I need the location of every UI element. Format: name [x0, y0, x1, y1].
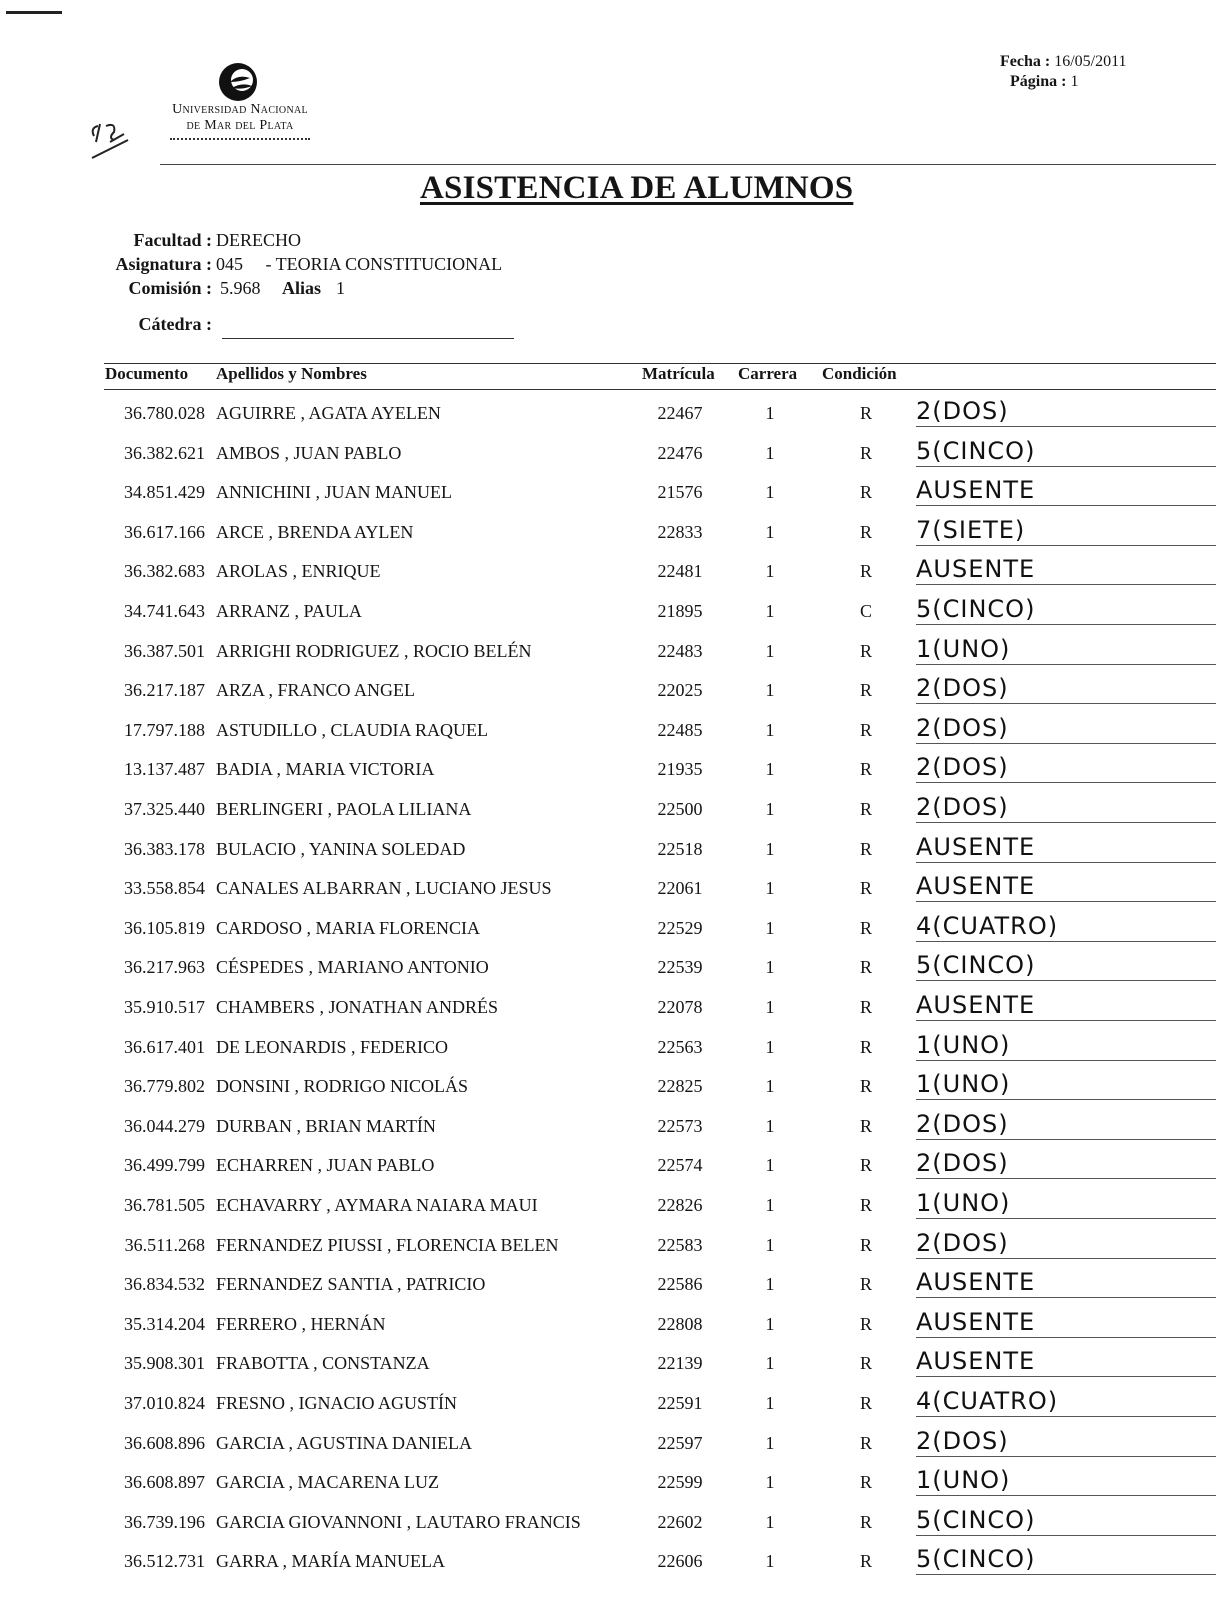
doc-cell: 33.558.854 — [124, 878, 205, 899]
condicion-cell: R — [859, 1155, 872, 1176]
carrera-cell: 1 — [765, 917, 775, 938]
name-cell: DONSINI , RODRIGO NICOLÁS — [216, 1076, 468, 1097]
university-logo — [216, 60, 260, 104]
grade-underline — [916, 1218, 1216, 1219]
condicion-cell: R — [859, 1393, 872, 1413]
doc-cell: 35.910.517 — [124, 997, 205, 1017]
name-cell: FERRERO , HERNÁN — [216, 1313, 386, 1334]
condicion-cell: R — [859, 1195, 872, 1215]
matricula-cell: 22573 — [657, 1115, 703, 1136]
dotted-rule — [170, 136, 310, 140]
carrera-cell: 1 — [765, 799, 775, 819]
handwritten-grade: AUSENTE — [916, 872, 1036, 901]
condicion-cell: R — [859, 917, 872, 938]
col-carrera: Carrera — [738, 364, 798, 383]
carrera-cell: 1 — [765, 1234, 775, 1255]
table-row — [0, 1466, 1216, 1509]
name-cell: AROLAS , ENRIQUE — [216, 561, 381, 582]
handwritten-grade: 5(CINCO) — [916, 1505, 1036, 1534]
carrera-cell: 1 — [765, 601, 775, 621]
table-row — [0, 515, 1216, 559]
condicion-cell: R — [859, 1076, 872, 1097]
table-row — [0, 713, 1216, 757]
date-block — [1000, 52, 1127, 92]
alias-label: Alias — [282, 278, 322, 298]
doc-cell: 36.780.028 — [124, 403, 205, 423]
grade-underline — [916, 1178, 1216, 1179]
matricula-cell: 21576 — [657, 482, 703, 503]
matricula-cell: 22139 — [657, 1353, 703, 1374]
handwritten-grade: 4(CUATRO) — [916, 1387, 1059, 1415]
name-cell: CÉSPEDES , MARIANO ANTONIO — [216, 957, 489, 978]
doc-cell: 36.383.178 — [124, 838, 205, 859]
name-cell: ARRANZ , PAULA — [216, 601, 362, 621]
matricula-cell: 22529 — [657, 917, 703, 938]
matricula-cell: 22518 — [657, 838, 703, 859]
handwritten-grade: AUSENTE — [916, 991, 1036, 1019]
name-cell: FRABOTTA , CONSTANZA — [216, 1353, 430, 1374]
grade-underline — [916, 1416, 1216, 1417]
matricula-cell: 22583 — [657, 1234, 703, 1255]
condicion-cell: R — [859, 838, 872, 859]
col-condicion: Condición — [822, 364, 897, 383]
table-row — [0, 397, 1216, 440]
carrera-cell: 1 — [765, 1155, 775, 1176]
matricula-cell: 22539 — [657, 957, 703, 978]
col-matricula: Matrícula — [642, 364, 715, 383]
grade-underline — [916, 1258, 1216, 1259]
condicion-cell: R — [859, 403, 872, 423]
name-cell: FERNANDEZ PIUSSI , FLORENCIA BELEN — [216, 1234, 559, 1255]
doc-cell: 36.834.532 — [124, 1274, 205, 1295]
catedra-blank-line — [222, 338, 514, 339]
table-row — [0, 872, 1216, 915]
name-cell: ECHARREN , JUAN PABLO — [216, 1155, 435, 1176]
condicion-cell: R — [859, 561, 872, 582]
matricula-cell: 22574 — [657, 1155, 703, 1176]
table-row — [0, 1268, 1216, 1311]
condicion-cell: R — [859, 680, 872, 701]
name-cell: ARCE , BRENDA AYLEN — [216, 521, 414, 542]
grade-underline — [916, 1376, 1216, 1377]
doc-cell: 36.779.802 — [124, 1076, 205, 1097]
condicion-cell: R — [859, 957, 872, 978]
grade-underline — [916, 1099, 1216, 1100]
handwritten-grade: 7(SIETE) — [916, 515, 1026, 544]
carrera-cell: 1 — [765, 838, 775, 859]
name-cell: ARZA , FRANCO ANGEL — [216, 680, 416, 701]
carrera-cell: 1 — [765, 1274, 775, 1295]
grade-underline — [916, 1456, 1216, 1457]
table-row — [0, 1387, 1216, 1430]
grade-underline — [916, 426, 1216, 427]
handwritten-grade: 4(CUATRO) — [916, 911, 1059, 940]
grade-underline — [916, 862, 1216, 863]
grade-underline — [916, 1020, 1216, 1021]
fecha-value: 16/05/2011 — [1054, 53, 1127, 70]
handwritten-grade: AUSENTE — [916, 1268, 1036, 1297]
table-row — [0, 991, 1216, 1034]
carrera-cell: 1 — [765, 1313, 775, 1334]
condicion-cell: R — [859, 1313, 872, 1334]
carrera-cell: 1 — [765, 442, 775, 463]
condicion-cell: R — [859, 482, 872, 503]
condicion-cell: R — [859, 1274, 872, 1295]
grade-underline — [916, 703, 1216, 704]
matricula-cell: 22485 — [657, 719, 703, 740]
name-cell: ANNICHINI , JUAN MANUEL — [216, 482, 452, 503]
fecha-label: Fecha : — [1000, 53, 1051, 70]
table-row — [0, 1109, 1216, 1153]
matricula-cell: 22825 — [657, 1076, 703, 1097]
col-nombres: Apellidos y Nombres — [216, 364, 367, 383]
name-cell: BADIA , MARIA VICTORIA — [216, 759, 435, 780]
grade-underline — [916, 1574, 1216, 1575]
doc-cell: 36.511.268 — [124, 1234, 205, 1255]
table-row — [0, 753, 1216, 796]
handwritten-initials — [88, 118, 138, 162]
handwritten-grade: 2(DOS) — [916, 713, 1009, 742]
col-documento: Documento — [105, 364, 189, 383]
carrera-cell: 1 — [765, 878, 775, 899]
handwritten-grade: 2(DOS) — [916, 1109, 1009, 1138]
doc-cell: 36.217.963 — [124, 957, 205, 978]
carrera-cell: 1 — [765, 1036, 775, 1057]
condicion-cell: R — [859, 878, 872, 899]
doc-cell: 35.908.301 — [124, 1353, 205, 1374]
carrera-cell: 1 — [765, 1551, 775, 1572]
handwritten-grade: 2(DOS) — [916, 674, 1009, 703]
doc-cell: 36.781.505 — [124, 1195, 205, 1215]
handwritten-grade: 1(UNO) — [916, 1030, 1011, 1059]
doc-cell: 36.382.621 — [124, 442, 205, 463]
doc-cell: 37.010.824 — [124, 1393, 205, 1413]
grade-underline — [916, 941, 1216, 942]
matricula-cell: 21895 — [657, 601, 703, 621]
table-row — [0, 1149, 1216, 1192]
matricula-cell: 22563 — [657, 1036, 703, 1057]
condicion-cell: R — [859, 1234, 872, 1255]
doc-cell: 36.382.683 — [124, 561, 205, 582]
name-cell: DURBAN , BRIAN MARTÍN — [216, 1115, 436, 1136]
doc-cell: 36.044.279 — [124, 1115, 205, 1136]
condicion-cell: R — [859, 521, 872, 542]
handwritten-grade: 2(DOS) — [916, 793, 1009, 821]
carrera-cell: 1 — [765, 680, 775, 701]
name-cell: ARRIGHI RODRIGUEZ , ROCIO BELÉN — [216, 640, 532, 661]
doc-cell: 36.499.799 — [124, 1155, 205, 1176]
matricula-cell: 22808 — [657, 1313, 703, 1334]
table-row — [0, 793, 1216, 836]
name-cell: GARCIA , AGUSTINA DANIELA — [216, 1432, 472, 1453]
doc-cell: 36.387.501 — [124, 640, 205, 661]
name-cell: GARRA , MARÍA MANUELA — [216, 1551, 446, 1572]
doc-cell: 36.105.819 — [124, 917, 205, 938]
facultad-value: DERECHO — [216, 230, 301, 250]
grade-underline — [916, 1337, 1216, 1338]
name-cell: BULACIO , YANINA SOLEDAD — [216, 838, 466, 859]
handwritten-grade: AUSENTE — [916, 1307, 1036, 1336]
page-title: ASISTENCIA DE ALUMNOS — [420, 170, 854, 206]
handwritten-grade: 2(DOS) — [916, 1228, 1009, 1257]
condicion-cell: R — [859, 442, 872, 463]
doc-cell: 36.512.731 — [124, 1551, 205, 1572]
matricula-cell: 22591 — [657, 1393, 703, 1413]
matricula-cell: 22586 — [657, 1274, 703, 1295]
handwritten-grade: 2(DOS) — [916, 397, 1009, 425]
table-row — [0, 911, 1216, 955]
asignatura-label: Asignatura : — [115, 254, 212, 274]
corner-mark — [6, 11, 62, 14]
table-row — [0, 634, 1216, 678]
grade-underline — [916, 1297, 1216, 1298]
carrera-cell: 1 — [765, 482, 775, 503]
doc-cell: 17.797.188 — [124, 719, 205, 740]
matricula-cell: 22833 — [657, 521, 703, 542]
matricula-cell: 22483 — [657, 640, 703, 661]
matricula-cell: 22606 — [657, 1551, 703, 1572]
table-row — [0, 1505, 1216, 1549]
grade-underline — [916, 980, 1216, 981]
carrera-cell: 1 — [765, 561, 775, 582]
condicion-cell: R — [859, 1432, 872, 1453]
grade-underline — [916, 1060, 1216, 1061]
handwritten-grade: AUSENTE — [916, 832, 1036, 861]
table-row — [0, 1030, 1216, 1074]
matricula-cell: 22597 — [657, 1432, 703, 1453]
condicion-cell: R — [859, 759, 872, 780]
name-cell: GARCIA GIOVANNONI , LAUTARO FRANCIS — [216, 1511, 581, 1532]
header-rule — [160, 164, 1216, 165]
condicion-cell: R — [859, 1511, 872, 1532]
matricula-cell: 22599 — [657, 1472, 703, 1493]
handwritten-grade: 2(DOS) — [916, 753, 1009, 782]
asignatura-value: 045 - TEORIA CONSTITUCIONAL — [216, 254, 503, 274]
name-cell: CARDOSO , MARIA FLORENCIA — [216, 917, 481, 938]
matricula-cell: 22025 — [657, 680, 703, 701]
grade-underline — [916, 743, 1216, 744]
pagina-label: Página : — [1010, 73, 1067, 90]
matricula-cell: 22467 — [657, 403, 703, 423]
carrera-cell: 1 — [765, 403, 775, 423]
handwritten-grade: 5(CINCO) — [916, 595, 1036, 623]
handwritten-grade: AUSENTE — [916, 1347, 1036, 1376]
doc-cell: 36.617.166 — [124, 521, 205, 542]
name-cell: GARCIA , MACARENA LUZ — [216, 1472, 440, 1493]
name-cell: ECHAVARRY , AYMARA NAIARA MAUI — [216, 1195, 538, 1215]
doc-cell: 37.325.440 — [124, 799, 205, 819]
carrera-cell: 1 — [765, 997, 775, 1017]
condicion-cell: R — [859, 1551, 872, 1572]
handwritten-grade: 2(DOS) — [916, 1426, 1009, 1455]
grade-underline — [916, 664, 1216, 665]
condicion-cell: R — [859, 1353, 872, 1374]
grade-underline — [916, 1139, 1216, 1140]
doc-cell: 34.851.429 — [124, 482, 205, 503]
grade-underline — [916, 584, 1216, 585]
condicion-cell: C — [859, 601, 872, 621]
table-row — [0, 951, 1216, 994]
doc-cell: 34.741.643 — [124, 601, 205, 621]
matricula-cell: 22476 — [657, 442, 703, 463]
grade-underline — [916, 1535, 1216, 1536]
table-row — [0, 1307, 1216, 1351]
doc-cell: 36.608.897 — [124, 1472, 205, 1493]
carrera-cell: 1 — [765, 1076, 775, 1097]
name-cell: DE LEONARDIS , FEDERICO — [216, 1036, 448, 1057]
grade-underline — [916, 782, 1216, 783]
grade-underline — [916, 624, 1216, 625]
carrera-cell: 1 — [765, 957, 775, 978]
doc-cell: 36.217.187 — [124, 680, 205, 701]
handwritten-grade: 1(UNO) — [916, 1070, 1011, 1099]
carrera-cell: 1 — [765, 521, 775, 542]
condicion-cell: R — [859, 799, 872, 819]
handwritten-grade: 1(UNO) — [916, 1189, 1011, 1217]
handwritten-grade: 1(UNO) — [916, 1466, 1011, 1495]
handwritten-grade: 1(UNO) — [916, 634, 1011, 663]
university-line2: de Mar del Plata — [186, 118, 294, 133]
name-cell: CHAMBERS , JONATHAN ANDRÉS — [216, 997, 499, 1017]
handwritten-grade: AUSENTE — [916, 555, 1036, 584]
table-row — [0, 436, 1216, 480]
table-row — [0, 1070, 1216, 1113]
name-cell: CANALES ALBARRAN , LUCIANO JESUS — [216, 878, 552, 899]
catedra-label: Cátedra : — [138, 314, 212, 334]
matricula-cell: 22602 — [657, 1511, 703, 1532]
grade-underline — [916, 545, 1216, 546]
matricula-cell: 22826 — [657, 1195, 703, 1215]
name-cell: FERNANDEZ SANTIA , PATRICIO — [216, 1274, 486, 1295]
grade-underline — [916, 822, 1216, 823]
condicion-cell: R — [859, 640, 872, 661]
university-line1: Universidad Nacional — [172, 102, 308, 117]
carrera-cell: 1 — [765, 640, 775, 661]
table-row — [0, 1228, 1216, 1272]
matricula-cell: 22061 — [657, 878, 703, 899]
table-row — [0, 1189, 1216, 1232]
handwritten-grade: 5(CINCO) — [916, 1545, 1036, 1574]
grade-underline — [916, 466, 1216, 467]
name-cell: AGUIRRE , AGATA AYELEN — [216, 403, 441, 423]
carrera-cell: 1 — [765, 1195, 775, 1215]
handwritten-grade: 5(CINCO) — [916, 951, 1036, 980]
table-row — [0, 674, 1216, 717]
matricula-cell: 22481 — [657, 561, 703, 582]
table-row — [0, 832, 1216, 876]
carrera-cell: 1 — [765, 1511, 775, 1532]
table-row — [0, 1347, 1216, 1390]
grade-underline — [916, 505, 1216, 506]
carrera-cell: 1 — [765, 759, 775, 780]
table-row — [0, 1545, 1216, 1588]
name-cell: ASTUDILLO , CLAUDIA RAQUEL — [216, 719, 488, 740]
carrera-cell: 1 — [765, 1115, 775, 1136]
comision-value: 5.968 — [220, 278, 261, 298]
doc-cell: 36.617.401 — [124, 1036, 205, 1057]
facultad-label: Facultad : — [133, 230, 212, 250]
carrera-cell: 1 — [765, 1432, 775, 1453]
doc-cell: 36.608.896 — [124, 1432, 205, 1453]
table-row — [0, 595, 1216, 638]
table-row — [0, 1426, 1216, 1470]
table-row — [0, 555, 1216, 598]
name-cell: AMBOS , JUAN PABLO — [216, 442, 402, 463]
matricula-cell: 22500 — [657, 799, 703, 819]
condicion-cell: R — [859, 1036, 872, 1057]
comision-label: Comisión : — [128, 278, 212, 298]
name-cell: FRESNO , IGNACIO AGUSTÍN — [216, 1393, 458, 1413]
name-cell: BERLINGERI , PAOLA LILIANA — [216, 799, 472, 819]
carrera-cell: 1 — [765, 1353, 775, 1374]
condicion-cell: R — [859, 1115, 872, 1136]
condicion-cell: R — [859, 997, 872, 1017]
pagina-value: 1 — [1070, 73, 1079, 90]
doc-cell: 13.137.487 — [124, 759, 205, 780]
course-info — [0, 228, 700, 348]
university-name — [150, 102, 330, 140]
condicion-cell: R — [859, 719, 872, 740]
condicion-cell: R — [859, 1472, 872, 1493]
matricula-cell: 22078 — [657, 997, 703, 1017]
table-row — [0, 476, 1216, 519]
carrera-cell: 1 — [765, 1393, 775, 1413]
alias-value: 1 — [336, 278, 345, 298]
handwritten-grade: AUSENTE — [916, 476, 1036, 505]
doc-cell: 35.314.204 — [124, 1313, 205, 1334]
grade-underline — [916, 901, 1216, 902]
handwritten-grade: 2(DOS) — [916, 1149, 1009, 1178]
doc-cell: 36.739.196 — [124, 1511, 205, 1532]
matricula-cell: 21935 — [657, 759, 703, 780]
carrera-cell: 1 — [765, 1472, 775, 1493]
handwritten-grade: 5(CINCO) — [916, 436, 1036, 465]
table-header-rule — [104, 389, 1216, 390]
carrera-cell: 1 — [765, 719, 775, 740]
grade-underline — [916, 1495, 1216, 1496]
